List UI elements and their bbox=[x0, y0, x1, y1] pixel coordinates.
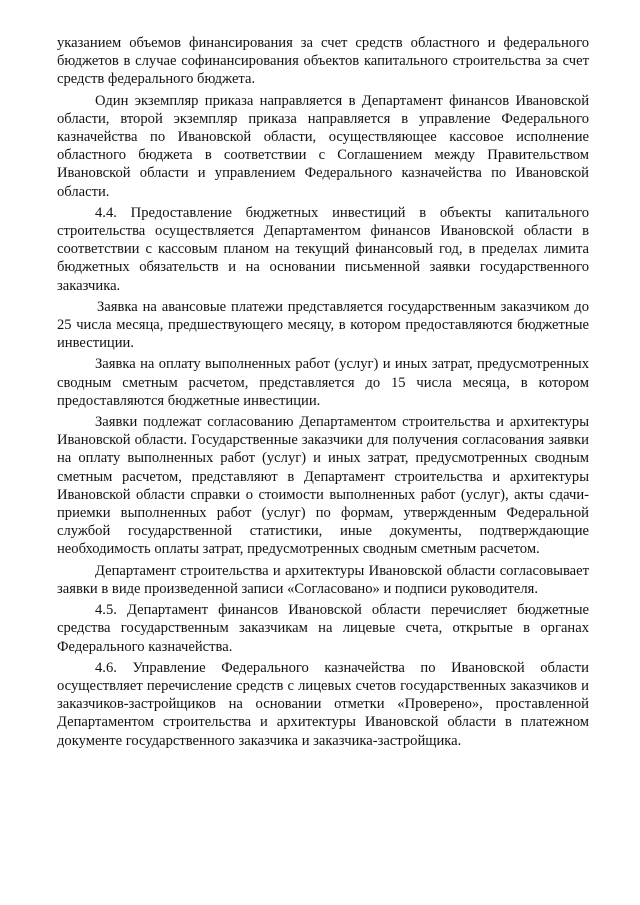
paragraph-continuation: указанием объемов финансирования за счет средств областного и федерального бюджетов в случае софинансирования объектов капитального строительства за счет средств федерального бюджета. bbox=[57, 35, 589, 88]
paragraph-department-approves: Департамент строительства и архитектуры Ивановской области согласовывает заявки в виде произведенной записи «Согласовано» и подписи руководителя. bbox=[57, 562, 589, 597]
paragraph-4-4: 4.4. Предоставление бюджетных инвестиций в объекты капитального строительства осуществляется Департаментом финансов Ивановской области в соответствии с кассовым планом на текущий финансовый год, в пределах лимита бюджетных обязательств и на основании письменной заявки государственного заказчика. bbox=[57, 204, 589, 294]
paragraph-payment-request: Заявка на оплату выполненных работ (услуг) и иных затрат, предусмотренных сводным сметным расчетом, представляется до 15 числа месяца, в котором предоставляются бюджетные инвестиции. bbox=[57, 356, 589, 409]
document-page bbox=[57, 34, 589, 750]
paragraph-4-5: 4.5. Департамент финансов Ивановской области перечисляет бюджетные средства государственным заказчикам на лицевые счета, открытые в органах Федерального казначейства. bbox=[57, 602, 589, 655]
paragraph-requests-approval: Заявки подлежат согласованию Департаментом строительства и архитектуры Ивановской области. Государственные заказчики для получения согласования заявки на оплату выполненных работ (услуг) и иных затрат, предусмотренных сводным сметным расчетом, представляют в Департамент строительства и архитектуры Ивановской области справки о стоимости выполненных работ (услуг), акты сдачи-приемки выполненных работ (услуг) по формам, утвержденным Федеральной службой государственной статистики, иные документы, подтверждающие необходимость оплаты затрат, предусмотренных сводным сметным расчетом. bbox=[57, 414, 589, 558]
paragraph-order-copies: Один экземпляр приказа направляется в Департамент финансов Ивановской области, второй экземпляр приказа направляется в управление Федерального казначейства по Ивановской области, осуществляющее кассовое исполнение областного бюджета в соответствии с Соглашением между Правительством Ивановской области и управлением Федерального казначейства по Ивановской области. bbox=[57, 92, 589, 200]
paragraph-4-6: 4.6. Управление Федерального казначейства по Ивановской области осуществляет перечисление средств с лицевых счетов государственных заказчиков и заказчиков-застройщиков на основании отметки «Проверено», проставленной Департаментом строительства и архитектуры Ивановской области в платежном документе государственного заказчика и заказчика-застройщика. bbox=[57, 659, 589, 749]
paragraph-advance-request: Заявка на авансовые платежи представляется государственным заказчиком до 25 числа месяца, предшествующего месяцу, в котором предоставляются бюджетные инвестиции. bbox=[57, 298, 589, 352]
